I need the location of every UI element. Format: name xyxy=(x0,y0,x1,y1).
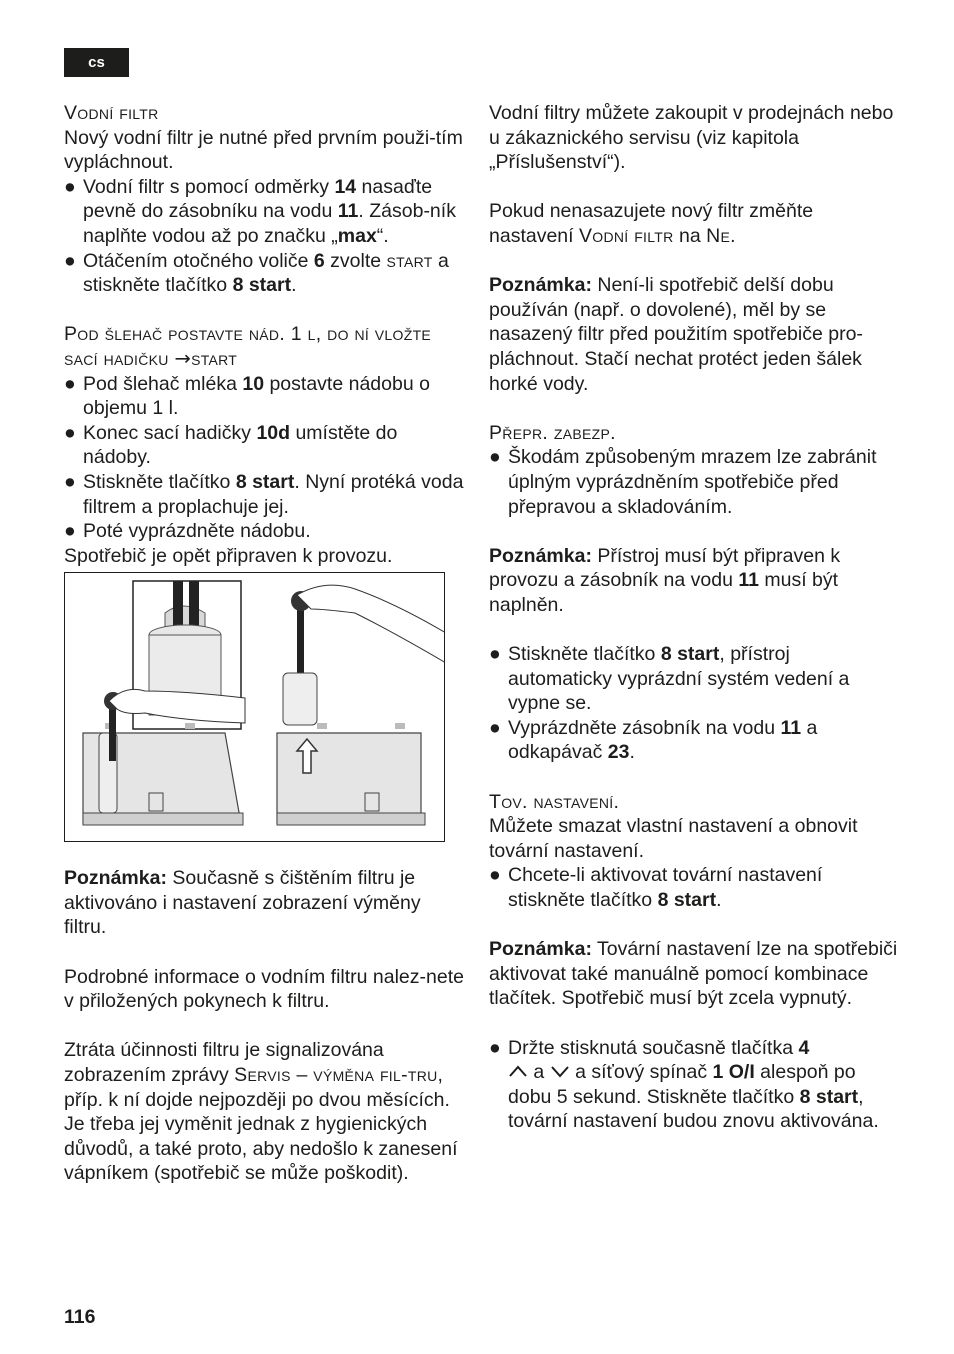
paragraph: Nový vodní filtr je nutné před prvním použi-tím vypláchnout. xyxy=(64,126,463,174)
note: Poznámka: Přístroj musí být připraven k provozu a zásobník na vodu 11 musí být naplněn. xyxy=(489,544,841,616)
bullet-icon: ● xyxy=(64,421,76,444)
bullet-icon: ● xyxy=(489,716,501,739)
section-heading-transport: Přepr. zabezp. xyxy=(489,421,616,444)
bullet-icon: ● xyxy=(489,864,501,887)
bullet-icon: ● xyxy=(64,520,76,543)
bullet-item: ● Chcete-li aktivovat tovární nastavení stiskněte tlačítko 8 start. xyxy=(489,864,823,911)
bullet-item: ● Škodám způsobeným mrazem lze zabránit úplným vyprázdněním spotřebiče před přepravou a skladováním. xyxy=(489,446,877,518)
note: Poznámka: Tovární nastavení lze na spotřebiči aktivovat také manuálně pomocí kombinace tlačítek. Spotřebič musí být zcela vypnutý. xyxy=(489,938,898,1010)
arrow-right-icon: → xyxy=(174,346,192,370)
section-heading-water-filter: Vodní filtr xyxy=(64,102,159,124)
bullet-item: ● Stiskněte tlačítko 8 start, přístroj automaticky vyprázdní systém vedení a vypne se. xyxy=(489,643,850,715)
bullet-icon: ● xyxy=(64,175,76,198)
bullet-item: ● Vyprázdněte zásobník na vodu 11 a odkapávač 23. xyxy=(489,716,818,764)
note: Poznámka: Není-li spotřebič delší dobu používán (např. o dovolené), měl by se nasazený filtr před použitím spotřebiče pro-pláchnout. Stačí nechat protéct jeden šálek horké vody. xyxy=(489,274,863,395)
section-heading-rinse: Pod šlehač postavte nád. 1 l, do ní vložte sací hadičku →start xyxy=(64,323,432,370)
chevron-down-icon xyxy=(550,1061,570,1083)
bullet-icon: ● xyxy=(64,470,76,493)
page-number: 116 xyxy=(64,1306,96,1328)
bullet-item: ● Vodní filtr s pomocí odměrky 14 nasaďte pevně do zásobníku na vodu 11. Zásob-ník naplňte vodou až po značku „max“. xyxy=(64,175,456,247)
bullet-item: ● Držte stisknutá současně tlačítka 4 a a síťový spínač 1 O/I alespoň po dobu 5 sekund. Stiskněte tlačítko 8 start, tovární nastavení budou znovu aktivována. xyxy=(489,1036,879,1133)
bullet-item: ● Stiskněte tlačítko 8 start. Nyní protéká voda filtrem a proplachuje jej. xyxy=(64,470,464,518)
chevron-up-icon xyxy=(508,1061,528,1083)
bullet-item: ● Otáčením otočného voliče 6 zvolte start a stiskněte tlačítko 8 start. xyxy=(64,249,449,297)
paragraph: Podrobné informace o vodním filtru nalez-nete v přiložených pokynech k filtru. xyxy=(64,965,464,1013)
note: Poznámka: Současně s čištěním filtru je aktivováno i nastavení zobrazení výměny filtru. xyxy=(64,867,421,939)
bullet-item: ● Poté vyprázdněte nádobu. xyxy=(64,520,311,543)
paragraph: Spotřebič je opět připraven k provozu. xyxy=(64,544,393,567)
bullet-icon: ● xyxy=(489,643,501,666)
bullet-item: ● Konec sací hadičky 10d umístěte do nádoby. xyxy=(64,421,398,469)
paragraph: Ztráta účinnosti filtru je signalizována zobrazením zprávy Servis – výměna fil-tru, příp. k ní dojde nejpozději po dvou měsících. Je třeba jej vyměnit jednak z hygienických důvodů, a také proto, aby nedošlo k zanesení vápníkem (spotřebič se může poškodit). xyxy=(64,1039,458,1185)
section-heading-factory-settings: Tov. nastavení. xyxy=(489,790,620,813)
bullet-icon: ● xyxy=(64,372,76,395)
bullet-item: ● Pod šlehač mléka 10 postavte nádobu o objemu 1 l. xyxy=(64,372,430,420)
bullet-icon: ● xyxy=(64,249,76,272)
language-badge: cs xyxy=(64,48,129,77)
paragraph: Pokud nenasazujete nový filtr změňte nastavení Vodní filtr na Ne. xyxy=(489,200,814,247)
right-column xyxy=(489,101,899,1134)
left-column xyxy=(64,101,464,1186)
filter-installation-illustration xyxy=(64,572,445,842)
paragraph: Vodní filtry můžete zakoupit v prodejnách nebo u zákaznického servisu (viz kapitola „Příslušenství“). xyxy=(489,102,894,174)
bullet-icon: ● xyxy=(489,1036,501,1059)
bullet-icon: ● xyxy=(489,446,501,469)
paragraph: Můžete smazat vlastní nastavení a obnovit tovární nastavení. xyxy=(489,815,858,862)
